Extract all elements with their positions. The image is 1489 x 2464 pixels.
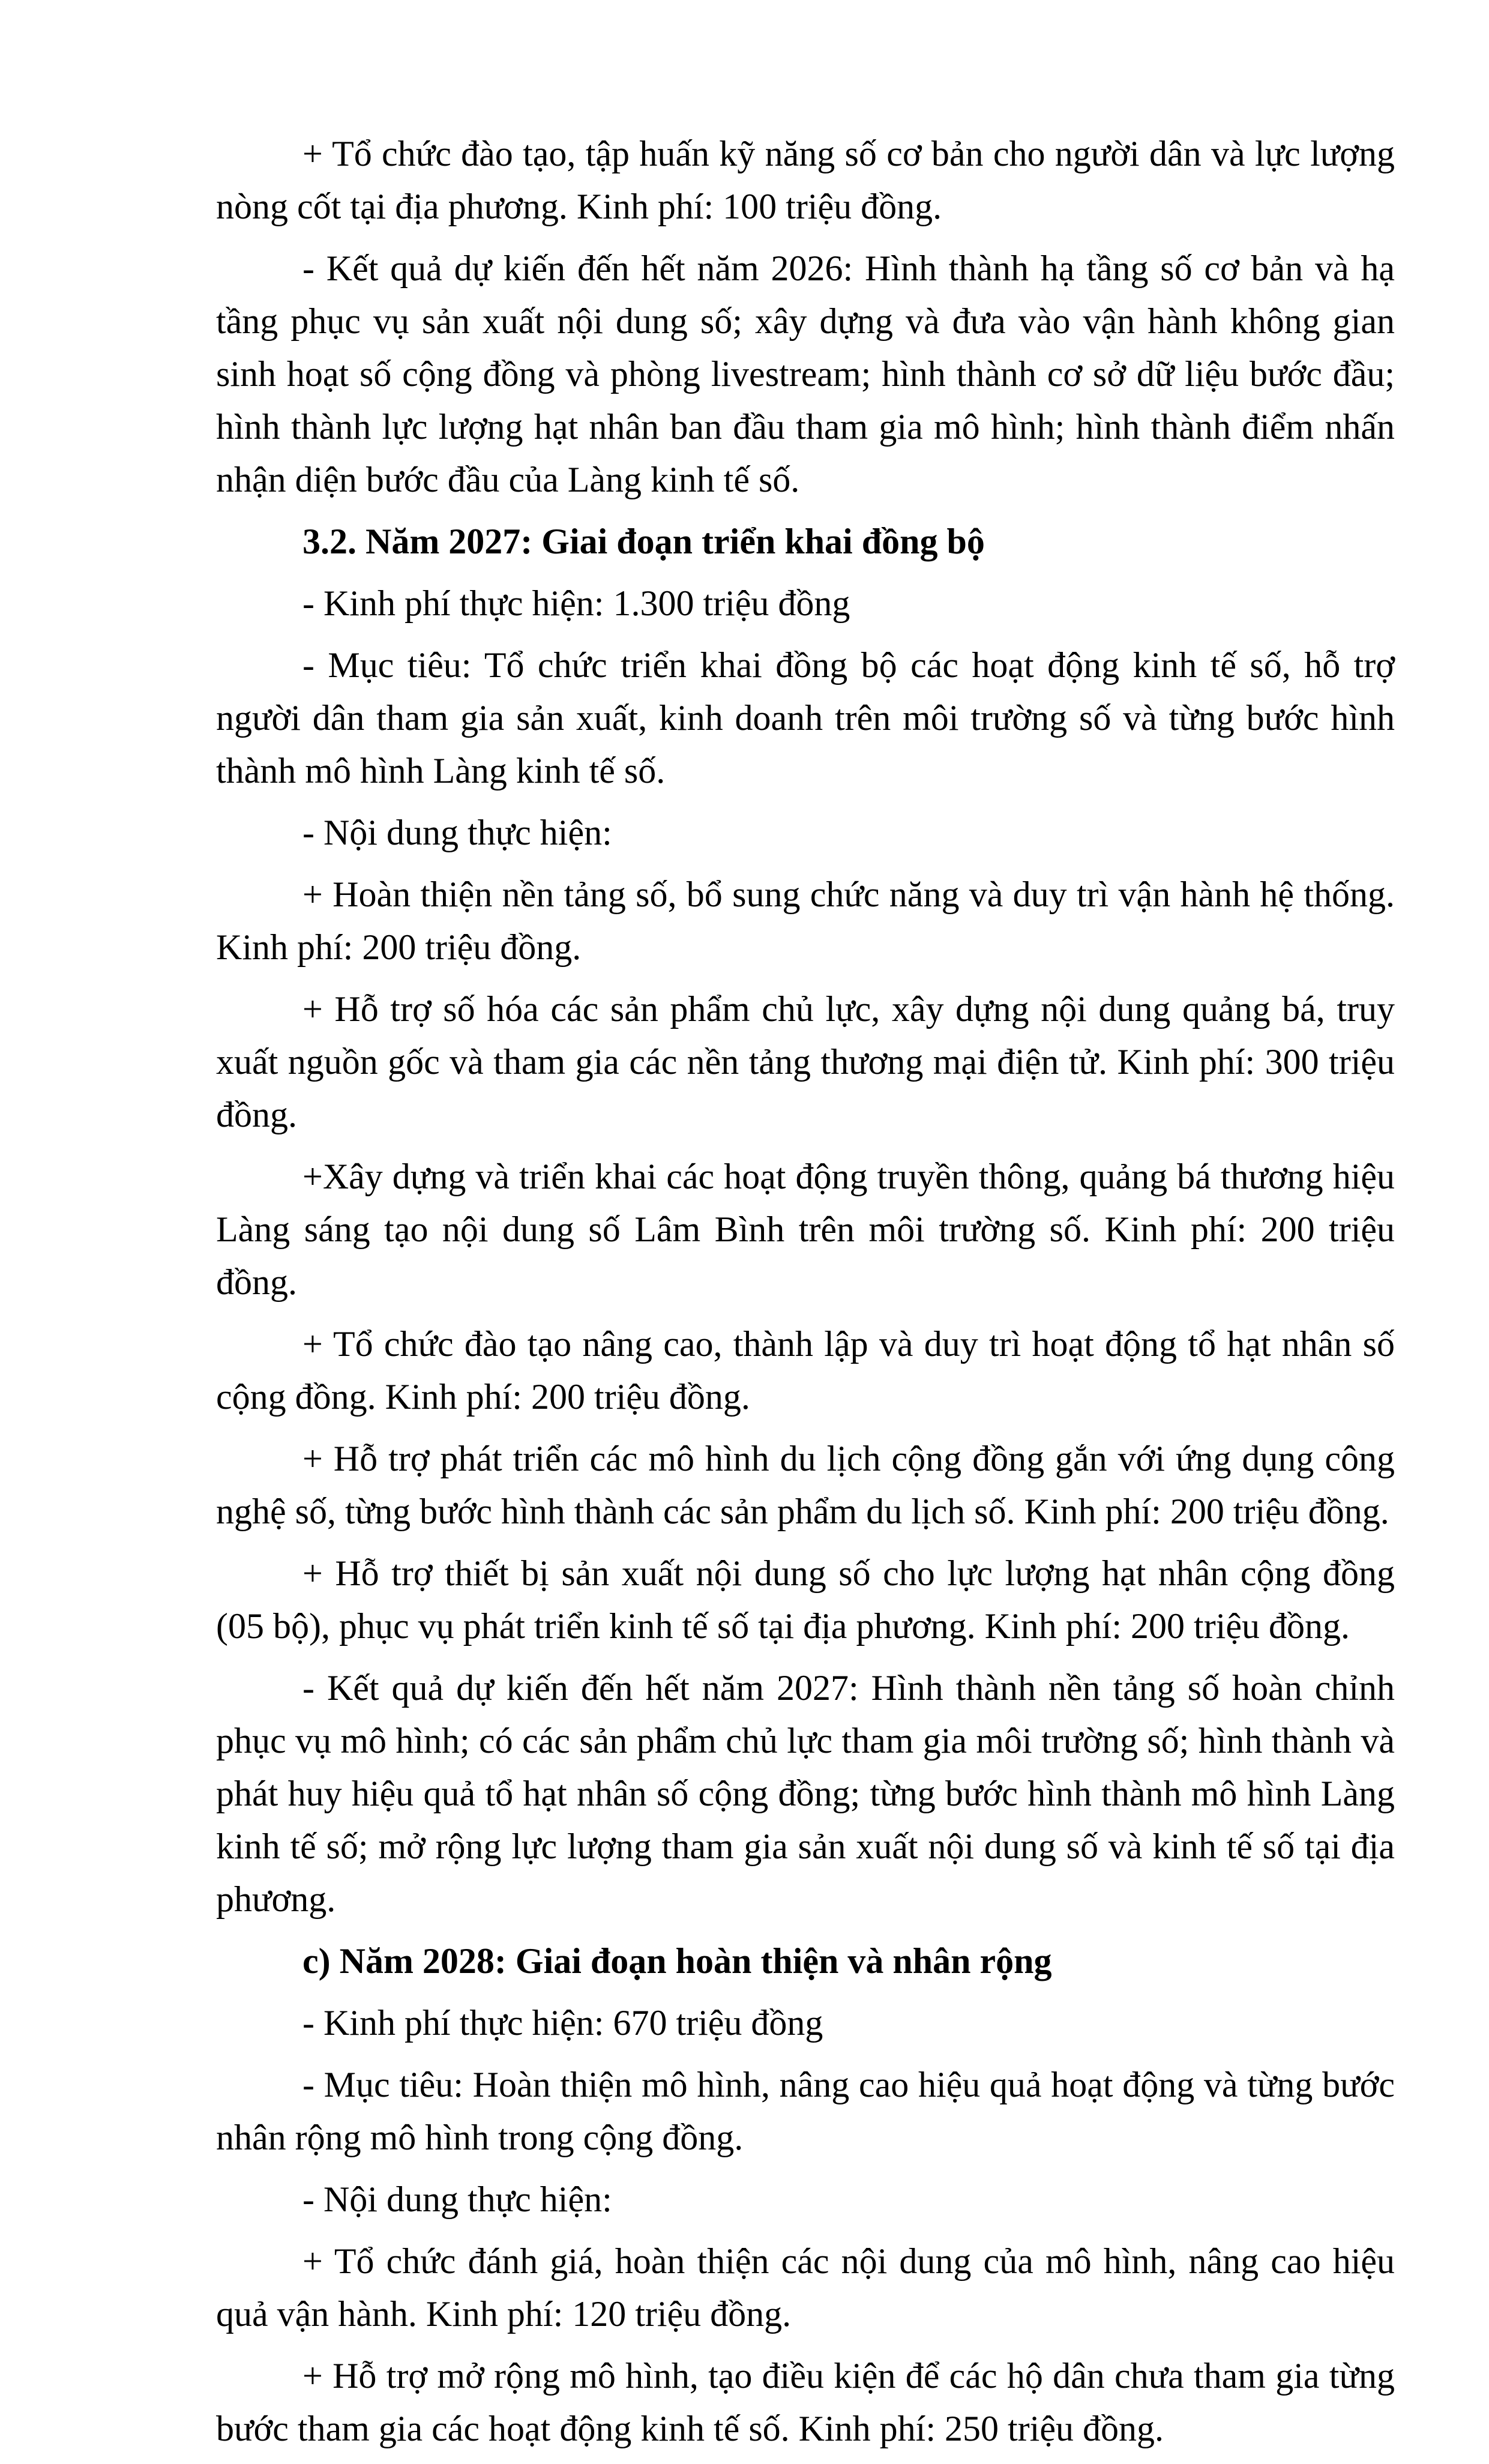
paragraph-model-evaluation: + Tổ chức đánh giá, hoàn thiện các nội dung của mô hình, nâng cao hiệu quả vận hành. Kinh phí: 120 triệu đồng.	[216, 2241, 1395, 2334]
paragraph-content-label-2028: - Nội dung thực hiện:	[302, 2179, 612, 2219]
paragraph-advanced-training: + Tổ chức đào tạo nâng cao, thành lập và duy trì hoạt động tổ hạt nhân số cộng đồng. Kinh phí: 200 triệu đồng.	[216, 1324, 1395, 1417]
heading-section-c-2028: c) Năm 2028: Giai đoạn hoàn thiện và nhân rộng	[302, 1941, 1052, 1981]
paragraph-community-tourism: + Hỗ trợ phát triển các mô hình du lịch cộng đồng gắn với ứng dụng công nghệ số, từng bước hình thành các sản phẩm du lịch số. Kinh phí: 200 triệu đồng.	[216, 1439, 1395, 1531]
paragraph-platform-completion: + Hoàn thiện nền tảng số, bổ sung chức năng và duy trì vận hành hệ thống. Kinh phí: 200 triệu đồng.	[216, 875, 1395, 967]
paragraph-objective-2028: - Mục tiêu: Hoàn thiện mô hình, nâng cao hiệu quả hoạt động và từng bước nhân rộng mô hình trong cộng đồng.	[216, 2065, 1395, 2157]
paragraph-model-expansion: + Hỗ trợ mở rộng mô hình, tạo điều kiện để các hộ dân chưa tham gia từng bước tham gia các hoạt động kinh tế số. Kinh phí: 250 triệu đồng.	[216, 2356, 1395, 2448]
paragraph-expected-results-2027: - Kết quả dự kiến đến hết năm 2027: Hình thành nền tảng số hoàn chỉnh phục vụ mô hình; có các sản phẩm chủ lực tham gia môi trường số; hình thành và phát huy hiệu quả tổ hạt nhân số cộng đồng; từng bước hình thành mô hình Làng kinh tế số; mở rộng lực lượng tham gia sản xuất nội dung số và kinh tế số tại địa phương.	[216, 1668, 1395, 1919]
paragraph-content-equipment: + Hỗ trợ thiết bị sản xuất nội dung số cho lực lượng hạt nhân cộng đồng (05 bộ), phục vụ phát triển kinh tế số tại địa phương. Kinh phí: 200 triệu đồng.	[216, 1553, 1395, 1646]
paragraph-training-basic-skills: + Tổ chức đào tạo, tập huấn kỹ năng số cơ bản cho người dân và lực lượng nòng cốt tại địa phương. Kinh phí: 100 triệu đồng.	[216, 134, 1395, 226]
paragraph-budget-2027: - Kinh phí thực hiện: 1.300 triệu đồng	[302, 583, 850, 623]
document-body	[216, 127, 1395, 2464]
paragraph-objective-2027: - Mục tiêu: Tổ chức triển khai đồng bộ các hoạt động kinh tế số, hỗ trợ người dân tham gia sản xuất, kinh doanh trên môi trường số và từng bước hình thành mô hình Làng kinh tế số.	[216, 645, 1395, 791]
paragraph-content-label-2027: - Nội dung thực hiện:	[302, 813, 612, 852]
paragraph-brand-promotion: +Xây dựng và triển khai các hoạt động truyền thông, quảng bá thương hiệu Làng sáng tạo nội dung số Lâm Bình trên môi trường số. Kinh phí: 200 triệu đồng.	[216, 1157, 1395, 1302]
paragraph-budget-2028: - Kinh phí thực hiện: 670 triệu đồng	[302, 2003, 823, 2043]
paragraph-expected-results-2026: - Kết quả dự kiến đến hết năm 2026: Hình thành hạ tầng số cơ bản và hạ tầng phục vụ sản xuất nội dung số; xây dựng và đưa vào vận hành không gian sinh hoạt số cộng đồng và phòng livestream; hình thành cơ sở dữ liệu bước đầu; hình thành lực lượng hạt nhân ban đầu tham gia mô hình; hình thành điểm nhấn nhận diện bước đầu của Làng kinh tế số.	[216, 249, 1395, 499]
heading-section-3-2: 3.2. Năm 2027: Giai đoạn triển khai đồng bộ	[302, 522, 985, 561]
paragraph-product-digitization: + Hỗ trợ số hóa các sản phẩm chủ lực, xây dựng nội dung quảng bá, truy xuất nguồn gốc và tham gia các nền tảng thương mại điện tử. Kinh phí: 300 triệu đồng.	[216, 989, 1395, 1134]
